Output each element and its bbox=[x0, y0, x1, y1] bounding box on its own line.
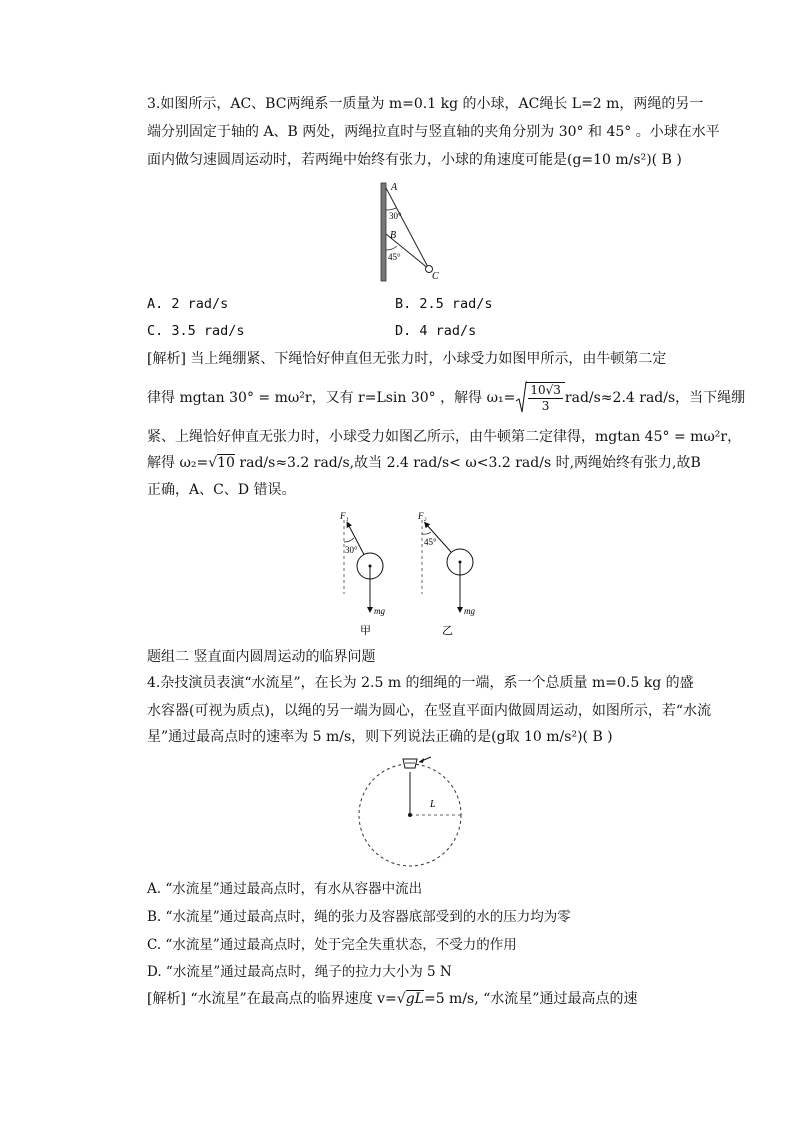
caption-jia: 甲 bbox=[360, 625, 371, 637]
q3-analysis-line5: 正确，A、C、D 错误。 bbox=[147, 482, 296, 498]
q4-stem-line1: 4.杂技演员表演“水流星”，在长为 2.5 m 的细绳的一端，系一个总质量 m=0.5 kg 的盛 bbox=[147, 675, 694, 691]
q3-option-b[interactable]: B. 2.5 rad/s bbox=[395, 296, 493, 312]
frac-denominator: 3 bbox=[541, 399, 550, 413]
sqrt-fraction bbox=[515, 381, 565, 415]
q4-option-a[interactable]: A. “水流星”通过最高点时，有水从容器中流出 bbox=[147, 881, 423, 897]
q3-option-a[interactable]: A. 2 rad/s bbox=[147, 296, 229, 312]
q4-option-c[interactable]: C. “水流星”通过最高点时，处于完全失重状态，不受力的作用 bbox=[147, 937, 517, 953]
label-f2: F₂ bbox=[418, 511, 427, 521]
q3-option-c[interactable]: C. 3.5 rad/s bbox=[147, 323, 245, 339]
q3-analysis-line2-a: 律得 mgtan 30° = mω²r，又有 r=Lsin 30° ，解得 ω₁= bbox=[147, 390, 516, 406]
q4-analysis-line1-b: =5 m/s, “水流星”通过最高点的速 bbox=[423, 991, 638, 1007]
label-c: C bbox=[432, 271, 439, 282]
q4-water-star-figure bbox=[355, 755, 465, 867]
q3-analysis-line4 bbox=[147, 453, 701, 473]
label-mg2: mg bbox=[464, 606, 475, 616]
q3-analysis-line2-b: rad/s≈2.4 rad/s，当下绳绷 bbox=[564, 390, 746, 406]
q3-analysis-line4-b: rad/s≈3.2 rad/s,故当 2.4 rad/s< ω<3.2 rad/s 时,两绳始终有张力,故B bbox=[234, 455, 701, 471]
q3-analysis-line2 bbox=[147, 382, 745, 414]
q3-analysis-line3: 紧、上绳恰好伸直无张力时，小球受力如图乙所示，由牛顿第二定律得，mgtan 45° = mω²r， bbox=[147, 429, 742, 445]
vertical-axis bbox=[381, 183, 386, 281]
q3-force-figure bbox=[330, 506, 500, 640]
group2-title: 题组二 竖直面内圆周运动的临界问题 bbox=[147, 649, 376, 665]
q3-stem-line1: 3.如图所示，AC、BC两绳系一质量为 m=0.1 kg 的小球，AC绳长 L=2 m，两绳的另一 bbox=[147, 96, 704, 112]
q3-pendulum-figure bbox=[370, 180, 450, 285]
q4-analysis-line1 bbox=[147, 989, 637, 1009]
frac-numerator: 10√3 bbox=[530, 383, 561, 397]
label-45: 45° bbox=[424, 537, 437, 547]
water-container bbox=[403, 759, 417, 768]
sqrt-symbol-gl: √ bbox=[396, 991, 406, 1007]
sqrt-symbol: √ bbox=[208, 455, 218, 471]
label-f1: F₁ bbox=[340, 511, 349, 521]
q4-stem-line2: 水容器(可视为质点)，以绳的另一端为圆心，在竖直平面内做圆周运动，如图所示，若“水流 bbox=[147, 703, 712, 719]
q4-analysis-line1-a: [解析] “水流星”在最高点的临界速度 v= bbox=[147, 991, 397, 1007]
q3-analysis-line4-a: 解得 ω₂= bbox=[147, 455, 209, 471]
q3-analysis-line1: [解析] 当上绳绷紧、下绳恰好伸直但无张力时，小球受力如图甲所示，由牛顿第二定 bbox=[147, 351, 667, 367]
label-30: 30° bbox=[345, 545, 358, 555]
angle-45: 45° bbox=[388, 252, 401, 262]
q3-stem-line3: 面内做匀速圆周运动时，若两绳中始终有张力，小球的角速度可能是(g=10 m/s²)( B ) bbox=[147, 152, 682, 168]
label-a: A bbox=[391, 182, 398, 193]
caption-yi: 乙 bbox=[442, 625, 453, 637]
sqrt-radicand-gl: gL bbox=[405, 991, 424, 1007]
label-mg1: mg bbox=[374, 606, 385, 616]
label-b: B bbox=[390, 230, 397, 241]
q4-stem-line3: 星”通过最高点时的速率为 5 m/s，则下列说法正确的是(g取 10 m/s²)( B ) bbox=[147, 729, 613, 745]
q3-stem-line2: 端分别固定于轴的 A、B 两处，两绳拉直时与竖直轴的夹角分别为 30° 和 45° 。小球在水平 bbox=[147, 124, 720, 140]
q3-option-d[interactable]: D. 4 rad/s bbox=[395, 323, 477, 339]
q4-option-d[interactable]: D. “水流星”通过最高点时，绳子的拉力大小为 5 N bbox=[147, 964, 452, 980]
q4-option-b[interactable]: B. “水流星”通过最高点时，绳的张力及容器底部受到的水的压力均为零 bbox=[147, 909, 571, 925]
label-l: L bbox=[430, 799, 436, 810]
sqrt-radicand: 10 bbox=[217, 455, 235, 471]
angle-30: 30° bbox=[389, 211, 402, 221]
